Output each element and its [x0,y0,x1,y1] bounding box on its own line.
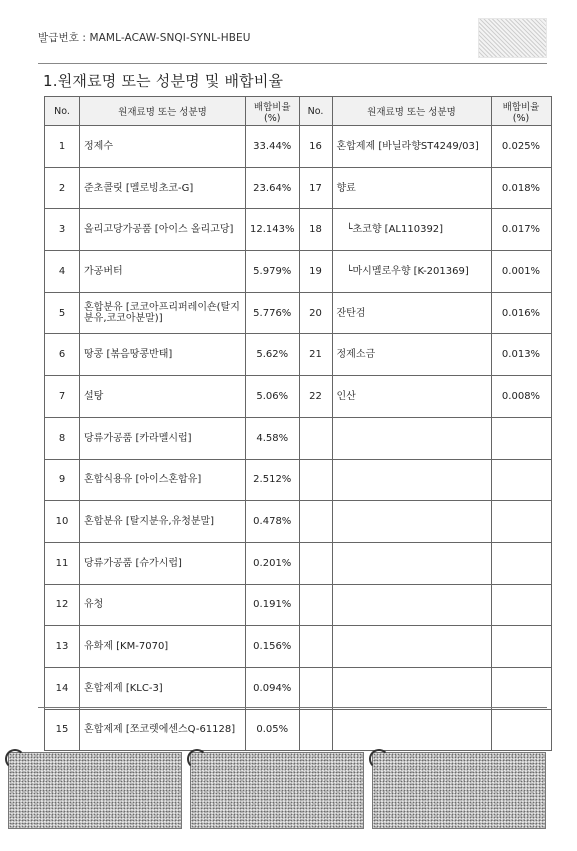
ingredient-ratio: 4.58% [246,417,300,459]
ingredient-name: 잔탄검 [332,292,491,334]
ingredient-name [332,542,491,584]
ingredient-ratio [491,626,551,668]
ingredient-name: 혼합식용유 [아이스혼합유] [80,459,246,501]
ingredient-ratio [491,709,551,751]
ingredient-name: └마시멜로우향 [K-201369] [332,251,491,293]
ingredient-name: 혼합분유 [탈지분유,유청분말] [80,501,246,543]
ingredient-name [332,626,491,668]
ingredient-ratio: 5.06% [246,376,300,418]
ingredient-name [332,417,491,459]
ingredient-no: 3 [45,209,80,251]
ingredient-name: 땅콩 [볶음땅콩반태] [80,334,246,376]
table-row [45,209,552,251]
ingredient-no: 19 [299,251,332,293]
ingredient-no: 7 [45,376,80,418]
ingredient-name [332,667,491,709]
issue-number: 발급번호 : MAML-ACAW-SNQI-SYNL-HBEU [38,32,251,44]
section-title: 1.원재료명 또는 성분명 및 배합비율 [43,72,284,90]
security-pattern-2 [190,752,364,829]
table-row [45,334,552,376]
ingredient-ratio: 0.156% [246,626,300,668]
ingredient-ratio: 5.776% [246,292,300,334]
ingredient-name [332,584,491,626]
ingredient-name: 당류가공품 [카라멜시럽] [80,417,246,459]
ingredient-no: 10 [45,501,80,543]
ingredient-ratio: 23.64% [246,167,300,209]
ingredient-no: 11 [45,542,80,584]
ingredient-ratio: 0.478% [246,501,300,543]
swirl-mark [5,749,25,769]
table-row [45,417,552,459]
header-ratio-left: 배합비율 (%) [246,97,300,126]
table-row [45,626,552,668]
ingredient-name: 혼합분유 [코코아프리퍼레이숀(탈지분유,코코아분말)] [80,292,246,334]
ingredient-ratio: 0.191% [246,584,300,626]
ingredient-ratio: 0.05% [246,709,300,751]
table-row [45,376,552,418]
top-divider [38,63,547,64]
ingredient-name: 혼합제제 [KLC-3] [80,667,246,709]
header-name-right: 원재료명 또는 성분명 [332,97,491,126]
ingredient-no: 22 [299,376,332,418]
ingredient-ratio: 0.013% [491,334,551,376]
ingredient-name: 정제수 [80,126,246,168]
header-no-left: No. [45,97,80,126]
table-row [45,584,552,626]
ingredient-no: 18 [299,209,332,251]
ingredient-name: 올리고당가공품 [아이스 올리고당] [80,209,246,251]
table-row [45,501,552,543]
ingredient-name: 가공버터 [80,251,246,293]
ingredient-name [332,501,491,543]
ingredient-name: 정제소금 [332,334,491,376]
ingredient-no [299,417,332,459]
ingredient-name [332,459,491,501]
ingredient-no: 12 [45,584,80,626]
ingredient-no: 1 [45,126,80,168]
ingredient-ratio [491,584,551,626]
ingredient-ratio: 33.44% [246,126,300,168]
ingredient-name [332,709,491,751]
ingredient-no: 20 [299,292,332,334]
ingredient-ratio: 0.025% [491,126,551,168]
ingredient-ratio: 0.001% [491,251,551,293]
ingredient-name: └초코향 [AL110392] [332,209,491,251]
ingredient-no [299,667,332,709]
ingredient-name: 유청 [80,584,246,626]
ingredient-no: 5 [45,292,80,334]
ingredient-ratio: 0.008% [491,376,551,418]
ingredient-no: 17 [299,167,332,209]
ingredient-ratio: 0.017% [491,209,551,251]
swirl-mark [369,749,389,769]
ingredient-no [299,709,332,751]
ingredient-no: 13 [45,626,80,668]
table-row [45,709,552,751]
ingredient-ratio [491,417,551,459]
ingredient-ratio: 2.512% [246,459,300,501]
ingredient-no [299,459,332,501]
security-pattern-3 [372,752,546,829]
ingredient-ratio: 0.016% [491,292,551,334]
ingredient-ratio: 12.143% [246,209,300,251]
ingredient-ratio: 0.201% [246,542,300,584]
ingredient-no: 8 [45,417,80,459]
table-header-row [45,97,552,126]
header-ratio-right: 배합비율 (%) [491,97,551,126]
ingredient-ratio [491,542,551,584]
ingredient-ratio [491,667,551,709]
header-name-left: 원재료명 또는 성분명 [80,97,246,126]
bottom-divider [38,707,547,708]
ingredient-ratio: 5.62% [246,334,300,376]
ingredient-ratio: 0.094% [246,667,300,709]
ingredient-ratio: 0.018% [491,167,551,209]
swirl-mark [187,749,207,769]
table-row [45,542,552,584]
ingredient-no: 6 [45,334,80,376]
ingredient-ratio [491,459,551,501]
table-row [45,167,552,209]
table-row [45,251,552,293]
ingredient-no [299,542,332,584]
ingredient-ratio: 5.979% [246,251,300,293]
ingredient-name: 혼합제제 [쪼코렛에센스Q-61128] [80,709,246,751]
header-no-right: No. [299,97,332,126]
ingredients-table [44,96,552,751]
ingredient-ratio [491,501,551,543]
ingredient-name: 설탕 [80,376,246,418]
ingredient-name: 혼합제제 [바닐라향ST4249/03] [332,126,491,168]
ingredient-name: 유화제 [KM-7070] [80,626,246,668]
table-row [45,126,552,168]
ingredient-no: 9 [45,459,80,501]
ingredient-no: 16 [299,126,332,168]
ingredient-name: 인산 [332,376,491,418]
ingredient-name: 준초콜릿 [멜로빙초코-G] [80,167,246,209]
ingredient-no: 14 [45,667,80,709]
ingredient-no: 15 [45,709,80,751]
ingredient-no: 4 [45,251,80,293]
ingredient-name: 당류가공품 [슈가시럽] [80,542,246,584]
table-row [45,459,552,501]
ingredient-no [299,584,332,626]
ingredient-no: 21 [299,334,332,376]
ingredient-name: 향료 [332,167,491,209]
security-pattern-1 [8,752,182,829]
ingredient-no: 2 [45,167,80,209]
ingredient-no [299,626,332,668]
table-row [45,667,552,709]
table-row [45,292,552,334]
barcode-stamp [478,18,547,58]
ingredient-no [299,501,332,543]
